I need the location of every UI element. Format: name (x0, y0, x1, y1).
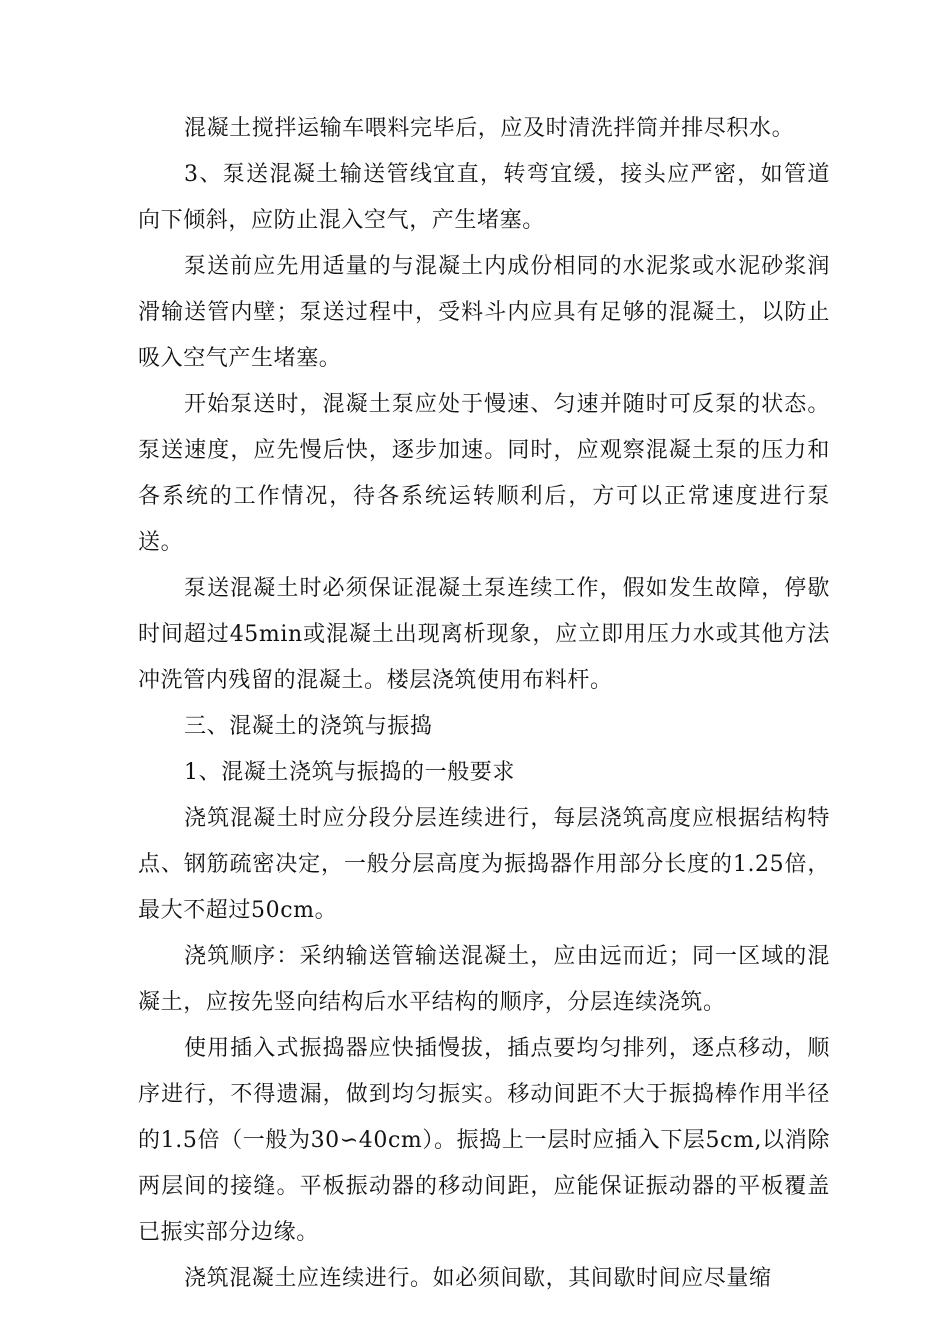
section-heading-pouring-vibrating: 三、混凝土的浇筑与振捣 (184, 714, 433, 739)
paragraph-continuous-pumping: 泵送混凝土时必须保证混凝土泵连续工作，假如发生故障，停歇时间超过45min或混凝土出现离析现象，应立即用压力水或其他方法冲洗管内残留的混凝土。楼层浇筑使用布料杆。 (138, 576, 830, 693)
paragraph-pipeline-layout: 3、泵送混凝土输送管线宜直，转弯宜缓，接头应严密，如管道向下倾斜，应防止混入空气，产生堵塞。 (138, 162, 830, 233)
subsection-heading-general-requirements: 1、混凝土浇筑与振捣的一般要求 (184, 760, 515, 785)
paragraph-layer-pouring: 浇筑混凝土时应分段分层连续进行，每层浇筑高度应根据结构特点、钢筋疏密决定，一般分层高度为振捣器作用部分长度的1.25倍，最大不超过50cm。 (138, 806, 830, 923)
paragraph-pouring-order: 浇筑顺序：采纳输送管输送混凝土，应由远而近；同一区域的混凝土，应按先竖向结构后水平结构的顺序，分层连续浇筑。 (138, 944, 830, 1015)
paragraph-pipe-lubrication: 泵送前应先用适量的与混凝土内成份相同的水泥浆或水泥砂浆润滑输送管内壁；泵送过程中，受料斗内应具有足够的混凝土，以防止吸入空气产生堵塞。 (138, 254, 830, 371)
document-body (138, 106, 830, 1302)
paragraph-continuous-pouring: 浇筑混凝土应连续进行。如必须间歇，其间歇时间应尽量缩 (184, 1266, 772, 1291)
paragraph-vibrator-usage: 使用插入式振捣器应快插慢拔，插点要均匀排列，逐点移动，顺序进行，不得遗漏，做到均匀振实。移动间距不大于振捣棒作用半径的1.5倍（一般为30∽40cm）。振捣上一层时应插入下层5cm,以消除两层间的接缝。平板振动器的移动间距，应能保证振动器的平板覆盖已振实部分边缘。 (138, 1036, 830, 1245)
paragraph-pumping-start: 开始泵送时，混凝土泵应处于慢速、匀速并随时可反泵的状态。泵送速度，应先慢后快，逐步加速。同时，应观察混凝土泵的压力和各系统的工作情况，待各系统运转顺利后，方可以正常速度进行泵送。 (138, 392, 830, 555)
paragraph-mixer-cleaning: 混凝土搅拌运输车喂料完毕后，应及时清洗拌筒并排尽积水。 (184, 116, 795, 141)
